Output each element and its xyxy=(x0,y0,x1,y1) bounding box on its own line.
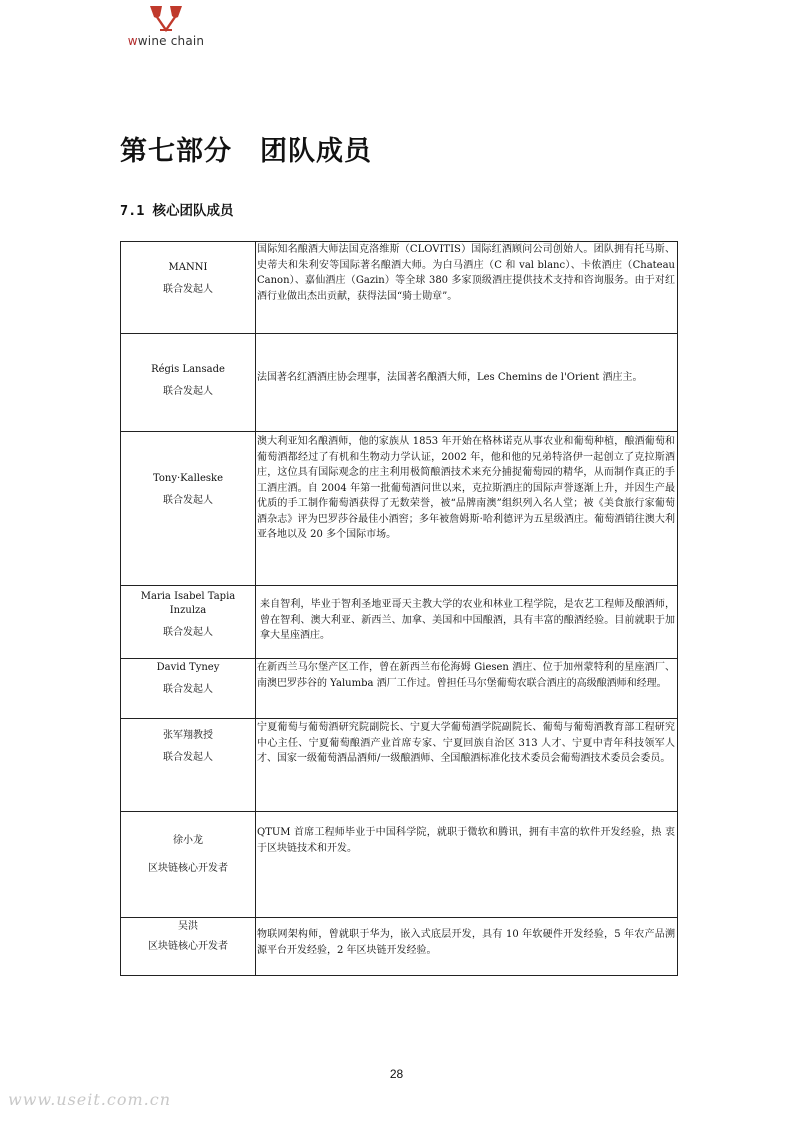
team-members-table xyxy=(120,241,678,976)
wine-chain-logo xyxy=(124,4,208,50)
member-desc-cell xyxy=(256,812,678,918)
member-role: 联合发起人 xyxy=(163,284,213,295)
member-name-cell xyxy=(121,432,256,586)
logo-wordmark: wine chain xyxy=(137,34,205,48)
member-name-cell xyxy=(121,586,256,659)
member-name-cell xyxy=(121,719,256,812)
member-desc: 在新西兰马尔堡产区工作，曾在新西兰布伦海姆 Giesen 酒庄、位于加州蒙特利的星座酒厂、南澳巴罗莎谷的 Yalumba 酒厂工作过。曾担任马尔堡葡萄农联合酒庄的高级酿酒师和经理。 xyxy=(257,662,675,689)
watermark: www.useit.com.cn xyxy=(8,1090,172,1109)
member-name-cell xyxy=(121,659,256,719)
member-desc-cell xyxy=(256,719,678,812)
member-role: 联合发起人 xyxy=(163,684,213,695)
wine-glasses-logo-icon xyxy=(144,4,188,36)
member-role: 联合发起人 xyxy=(163,386,213,397)
member-name: 徐小龙 xyxy=(173,835,203,846)
table-row xyxy=(121,432,678,586)
member-desc: 澳大利亚知名酿酒师，他的家族从 1853 年开始在格林诺克从事农业和葡萄种植，酿酒葡萄和葡萄酒都经过了有机和生物动力学认证，2002 年，他和他的兄弟特洛伊一起创立了克拉斯酒庄，这位具有国际观念的庄主利用极简酿酒技术来充分捕捉葡萄园的精华，从而制作真正的手工酒庄酒。自 2004 年第一批葡萄酒问世以来，克拉斯酒庄的国际声誉逐渐上升，并因生产最优质的手工制作葡萄酒获得了无数荣誉，被“品牌南澳”组织列入名人堂；被《美食旅行家葡萄酒杂志》评为巴罗莎谷最佳小酒窖；多年被詹姆斯·哈利德评为五星级酒庄。葡萄酒销往澳大利亚各地以及 20 多个国际市场。 xyxy=(257,436,675,540)
table-row xyxy=(121,586,678,659)
member-name: David Tyney xyxy=(156,662,220,673)
member-desc: 法国著名红酒酒庄协会理事，法国著名酿酒大师，Les Chemins de l'Orient 酒庄主。 xyxy=(257,372,643,383)
page-title: 第七部分 团队成员 xyxy=(120,136,372,167)
table-row xyxy=(121,334,678,432)
table-row xyxy=(121,659,678,719)
member-desc-cell xyxy=(256,659,678,719)
member-name: Régis Lansade xyxy=(151,364,225,375)
member-role: 区块链核心开发者 xyxy=(148,941,228,952)
member-name-cell xyxy=(121,334,256,432)
member-desc-cell xyxy=(256,918,678,976)
member-desc: 国际知名酿酒大师法国克洛维斯（CLOVITIS）国际红酒顾问公司创始人。团队拥有托马斯、史蒂夫和朱利安等国际著名酿酒大师。为白马酒庄（C 和 val blanc）、卡侬酒庄（Chateau Canon）、嘉仙酒庄（Gazin）等全球 380 多家顶级酒庄提供技术支持和咨询服务。由于对红酒行业做出杰出贡献，获得法国“骑士勋章”。 xyxy=(257,244,675,302)
member-name: 吴洪 xyxy=(178,921,198,932)
member-name: MANNI xyxy=(168,262,208,273)
member-desc: 宁夏葡萄与葡萄酒研究院副院长、宁夏大学葡萄酒学院副院长、葡萄与葡萄酒教育部工程研究中心主任、宁夏葡萄酿酒产业首席专家、宁夏回族自治区 313 人才、宁夏中青年科技领军人才、国家一级葡萄酒品酒师/一级酿酒师、全国酿酒标准化技术委员会葡萄酒技术委员会委员。 xyxy=(257,722,675,764)
member-name-cell xyxy=(121,918,256,976)
member-desc-cell xyxy=(256,334,678,432)
member-desc: 物联网架构师，曾就职于华为，嵌入式底层开发，具有 10 年软硬件开发经验，5 年农产品溯源平台开发经验，2 年区块链开发经验。 xyxy=(257,929,675,956)
member-name-cell xyxy=(121,812,256,918)
table-row xyxy=(121,812,678,918)
section-title: 7.1 核心团队成员 xyxy=(120,203,234,219)
member-role: 联合发起人 xyxy=(163,752,213,763)
table-row xyxy=(121,918,678,976)
member-desc: QTUM 首席工程师毕业于中国科学院，就职于微软和腾讯，拥有丰富的软件开发经验，热 衷于区块链技术和开发。 xyxy=(257,827,675,854)
member-role: 区块链核心开发者 xyxy=(148,863,228,874)
member-name-cell xyxy=(121,242,256,334)
logo-text: wwine chain xyxy=(127,34,205,48)
member-name: 张军翔教授 xyxy=(163,730,213,741)
member-desc: 来自智利，毕业于智利圣地亚哥天主教大学的农业和林业工程学院，是农艺工程师及酿酒师，曾在智利、澳大利亚、新西兰、加拿、美国和中国酿酒，具有丰富的酿酒经验。目前就职于加拿大星座酒庄。 xyxy=(260,599,675,641)
member-role: 联合发起人 xyxy=(163,627,213,638)
page-number: 28 xyxy=(389,1067,404,1081)
table-row xyxy=(121,242,678,334)
member-desc-cell xyxy=(256,432,678,586)
member-role: 联合发起人 xyxy=(163,495,213,506)
member-desc-cell xyxy=(256,586,678,659)
member-desc-cell xyxy=(256,242,678,334)
member-name: Tony·Kalleske xyxy=(152,473,224,484)
table-row xyxy=(121,719,678,812)
member-name: Maria Isabel Tapia Inzulza xyxy=(140,591,236,616)
